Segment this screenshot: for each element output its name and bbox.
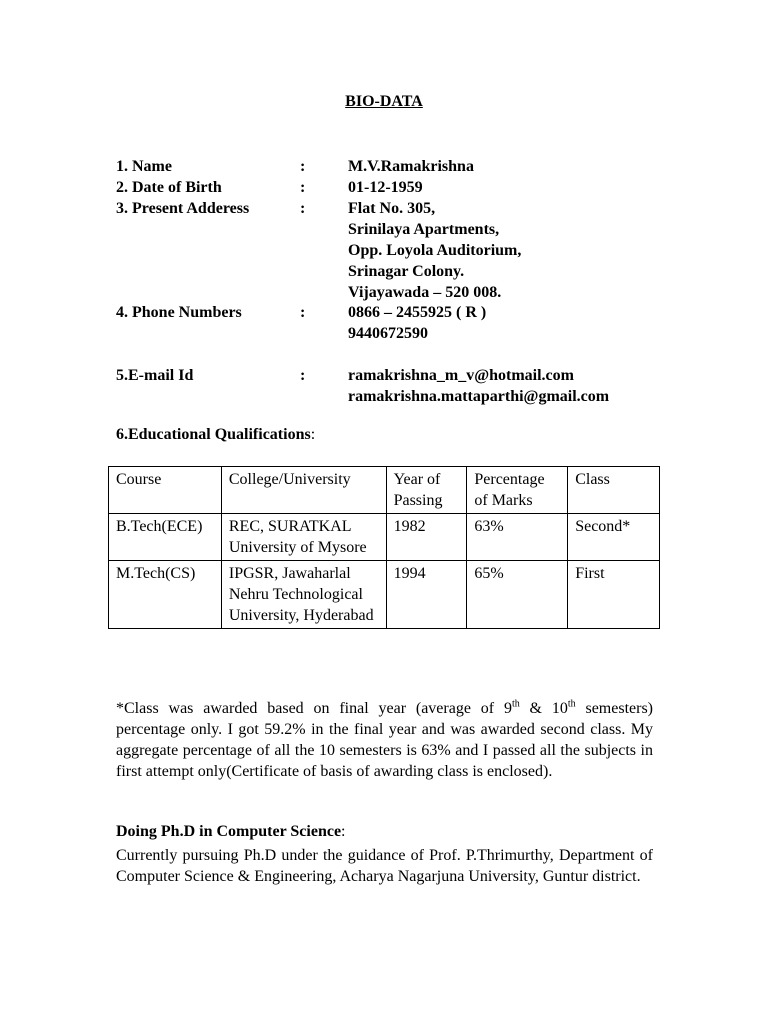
note-text: & 10: [519, 700, 568, 717]
address-line: Opp. Loyola Auditorium,: [348, 242, 522, 259]
cell-year: 1994: [386, 561, 467, 629]
field-colon: :: [300, 179, 306, 196]
header-course: Course: [109, 467, 222, 514]
address-line: Flat No. 305,: [348, 200, 436, 217]
cell-college: REC, SURATKAL University of Mysore: [221, 514, 386, 561]
note-superscript: th: [567, 698, 576, 710]
cell-college: IPGSR, Jawaharlal Nehru Technological University, Hyderabad: [221, 561, 386, 629]
table-row: [109, 514, 660, 561]
field-value: 01-12-1959: [348, 179, 423, 196]
cell-course: M.Tech(CS): [109, 561, 222, 629]
email-address: ramakrishna_m_v@hotmail.com: [348, 367, 574, 384]
cell-course: B.Tech(ECE): [109, 514, 222, 561]
header-college: College/University: [221, 467, 386, 514]
email-address: ramakrishna.mattaparthi@gmail.com: [348, 388, 610, 405]
field-label: 1. Name: [116, 158, 172, 175]
document-title: BIO-DATA: [345, 93, 423, 110]
address-line: Vijayawada – 520 008.: [348, 284, 502, 301]
header-year: Year of Passing: [386, 467, 467, 514]
field-colon: :: [300, 304, 306, 321]
education-table: [108, 466, 660, 629]
class-footnote: [116, 698, 653, 782]
cell-percentage: 65%: [467, 561, 568, 629]
header-percentage: Percentage of Marks: [467, 467, 568, 514]
field-label: 4. Phone Numbers: [116, 304, 242, 321]
field-colon: :: [300, 200, 306, 217]
phd-heading-text: Doing Ph.D in Computer Science: [116, 823, 342, 840]
note-text: *Class was awarded based on final year (average of 9: [116, 700, 512, 717]
phone-number: 0866 – 2455925 ( R ): [348, 304, 487, 321]
field-label: 5.E-mail Id: [116, 367, 194, 384]
note-text: semesters) percentage only. I got 59.2% in the final year and was awarded second class. My aggregate percentage of all the 10 semesters is 63% and I passed all the subjects in first attempt only(Certificate of basis of awarding class is enclosed).: [116, 700, 653, 780]
field-label: 3. Present Adderess: [116, 200, 250, 217]
phd-description: Currently pursuing Ph.D under the guidance of Prof. P.Thrimurthy, Department of Computer Science & Engineering, Acharya Nagarjuna University, Guntur district.: [116, 847, 653, 885]
address-line: Srinagar Colony.: [348, 263, 465, 280]
field-colon: :: [300, 367, 306, 384]
field-value: M.V.Ramakrishna: [348, 158, 474, 175]
note-superscript: th: [511, 698, 520, 710]
table-header-row: [109, 467, 660, 514]
phone-number: 9440672590: [348, 325, 428, 342]
cell-percentage: 63%: [467, 514, 568, 561]
education-heading-colon: :: [310, 426, 316, 443]
phd-heading-colon: :: [341, 823, 346, 840]
cell-class: Second*: [568, 514, 660, 561]
field-label: 2. Date of Birth: [116, 179, 222, 196]
education-heading-text: 6.Educational Qualifications: [116, 426, 311, 443]
address-line: Srinilaya Apartments,: [348, 221, 500, 238]
cell-class: First: [568, 561, 660, 629]
phd-heading: [116, 823, 346, 841]
education-heading: [116, 426, 315, 444]
header-class: Class: [568, 467, 660, 514]
table-row: [109, 561, 660, 629]
cell-year: 1982: [386, 514, 467, 561]
field-colon: :: [300, 158, 306, 175]
